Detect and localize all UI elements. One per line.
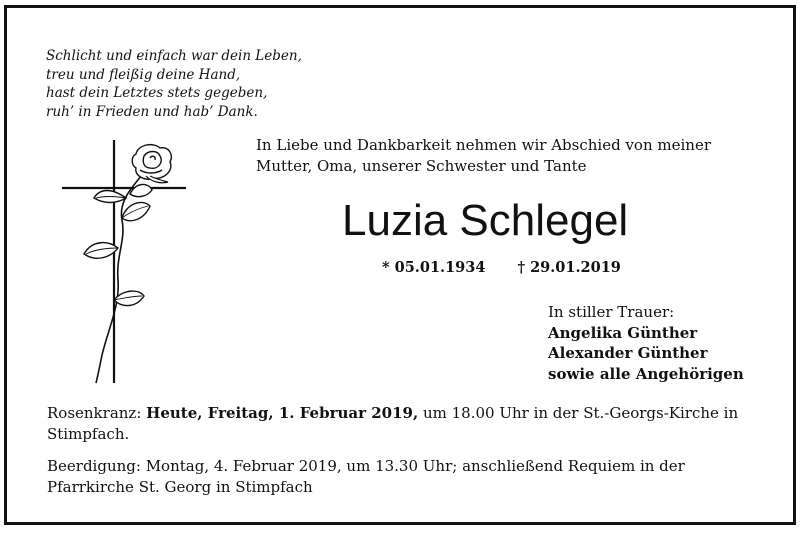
poem-line: treu und fleißig deine Hand, xyxy=(46,66,241,83)
poem-line: ruh’ in Frieden und hab’ Dank. xyxy=(46,103,258,120)
intro-line: Mutter, Oma, unserer Schwester und Tante xyxy=(256,157,587,175)
poem-line: hast dein Letztes stets gegeben, xyxy=(46,85,268,101)
rosary-label: Rosenkranz: xyxy=(47,404,142,422)
mourners-block xyxy=(548,302,744,384)
death-date: † 29.01.2019 xyxy=(517,259,621,276)
deceased-name: Luzia Schlegel xyxy=(342,196,629,245)
cross-with-rose-icon xyxy=(56,140,186,385)
mourner-name: sowie alle Angehörigen xyxy=(548,364,744,383)
mourner-name: Angelika Günther xyxy=(548,323,698,342)
rosary-date: Heute, Freitag, 1. Februar 2019, xyxy=(146,404,419,422)
poem-line: Schlicht und einfach war dein Leben, xyxy=(46,48,302,64)
mourners-heading: In stiller Trauer: xyxy=(548,303,675,321)
mourner-name: Alexander Günther xyxy=(548,344,708,362)
poem xyxy=(46,47,302,121)
rosary-details: um 18.00 Uhr in der St.-Georgs-Kirche in Stimpfach. xyxy=(47,404,739,443)
intro-line: In Liebe und Dankbarkeit nehmen wir Abschied von meiner xyxy=(256,136,712,154)
rosary-info xyxy=(47,403,757,445)
farewell-intro xyxy=(256,135,711,177)
funeral-info: Beerdigung: Montag, 4. Februar 2019, um 13.30 Uhr; anschließend Requiem in der Pfarrkirche St. Georg in Stimpfach xyxy=(47,457,685,496)
life-dates xyxy=(382,259,621,277)
birth-date: * 05.01.1934 xyxy=(382,259,486,276)
